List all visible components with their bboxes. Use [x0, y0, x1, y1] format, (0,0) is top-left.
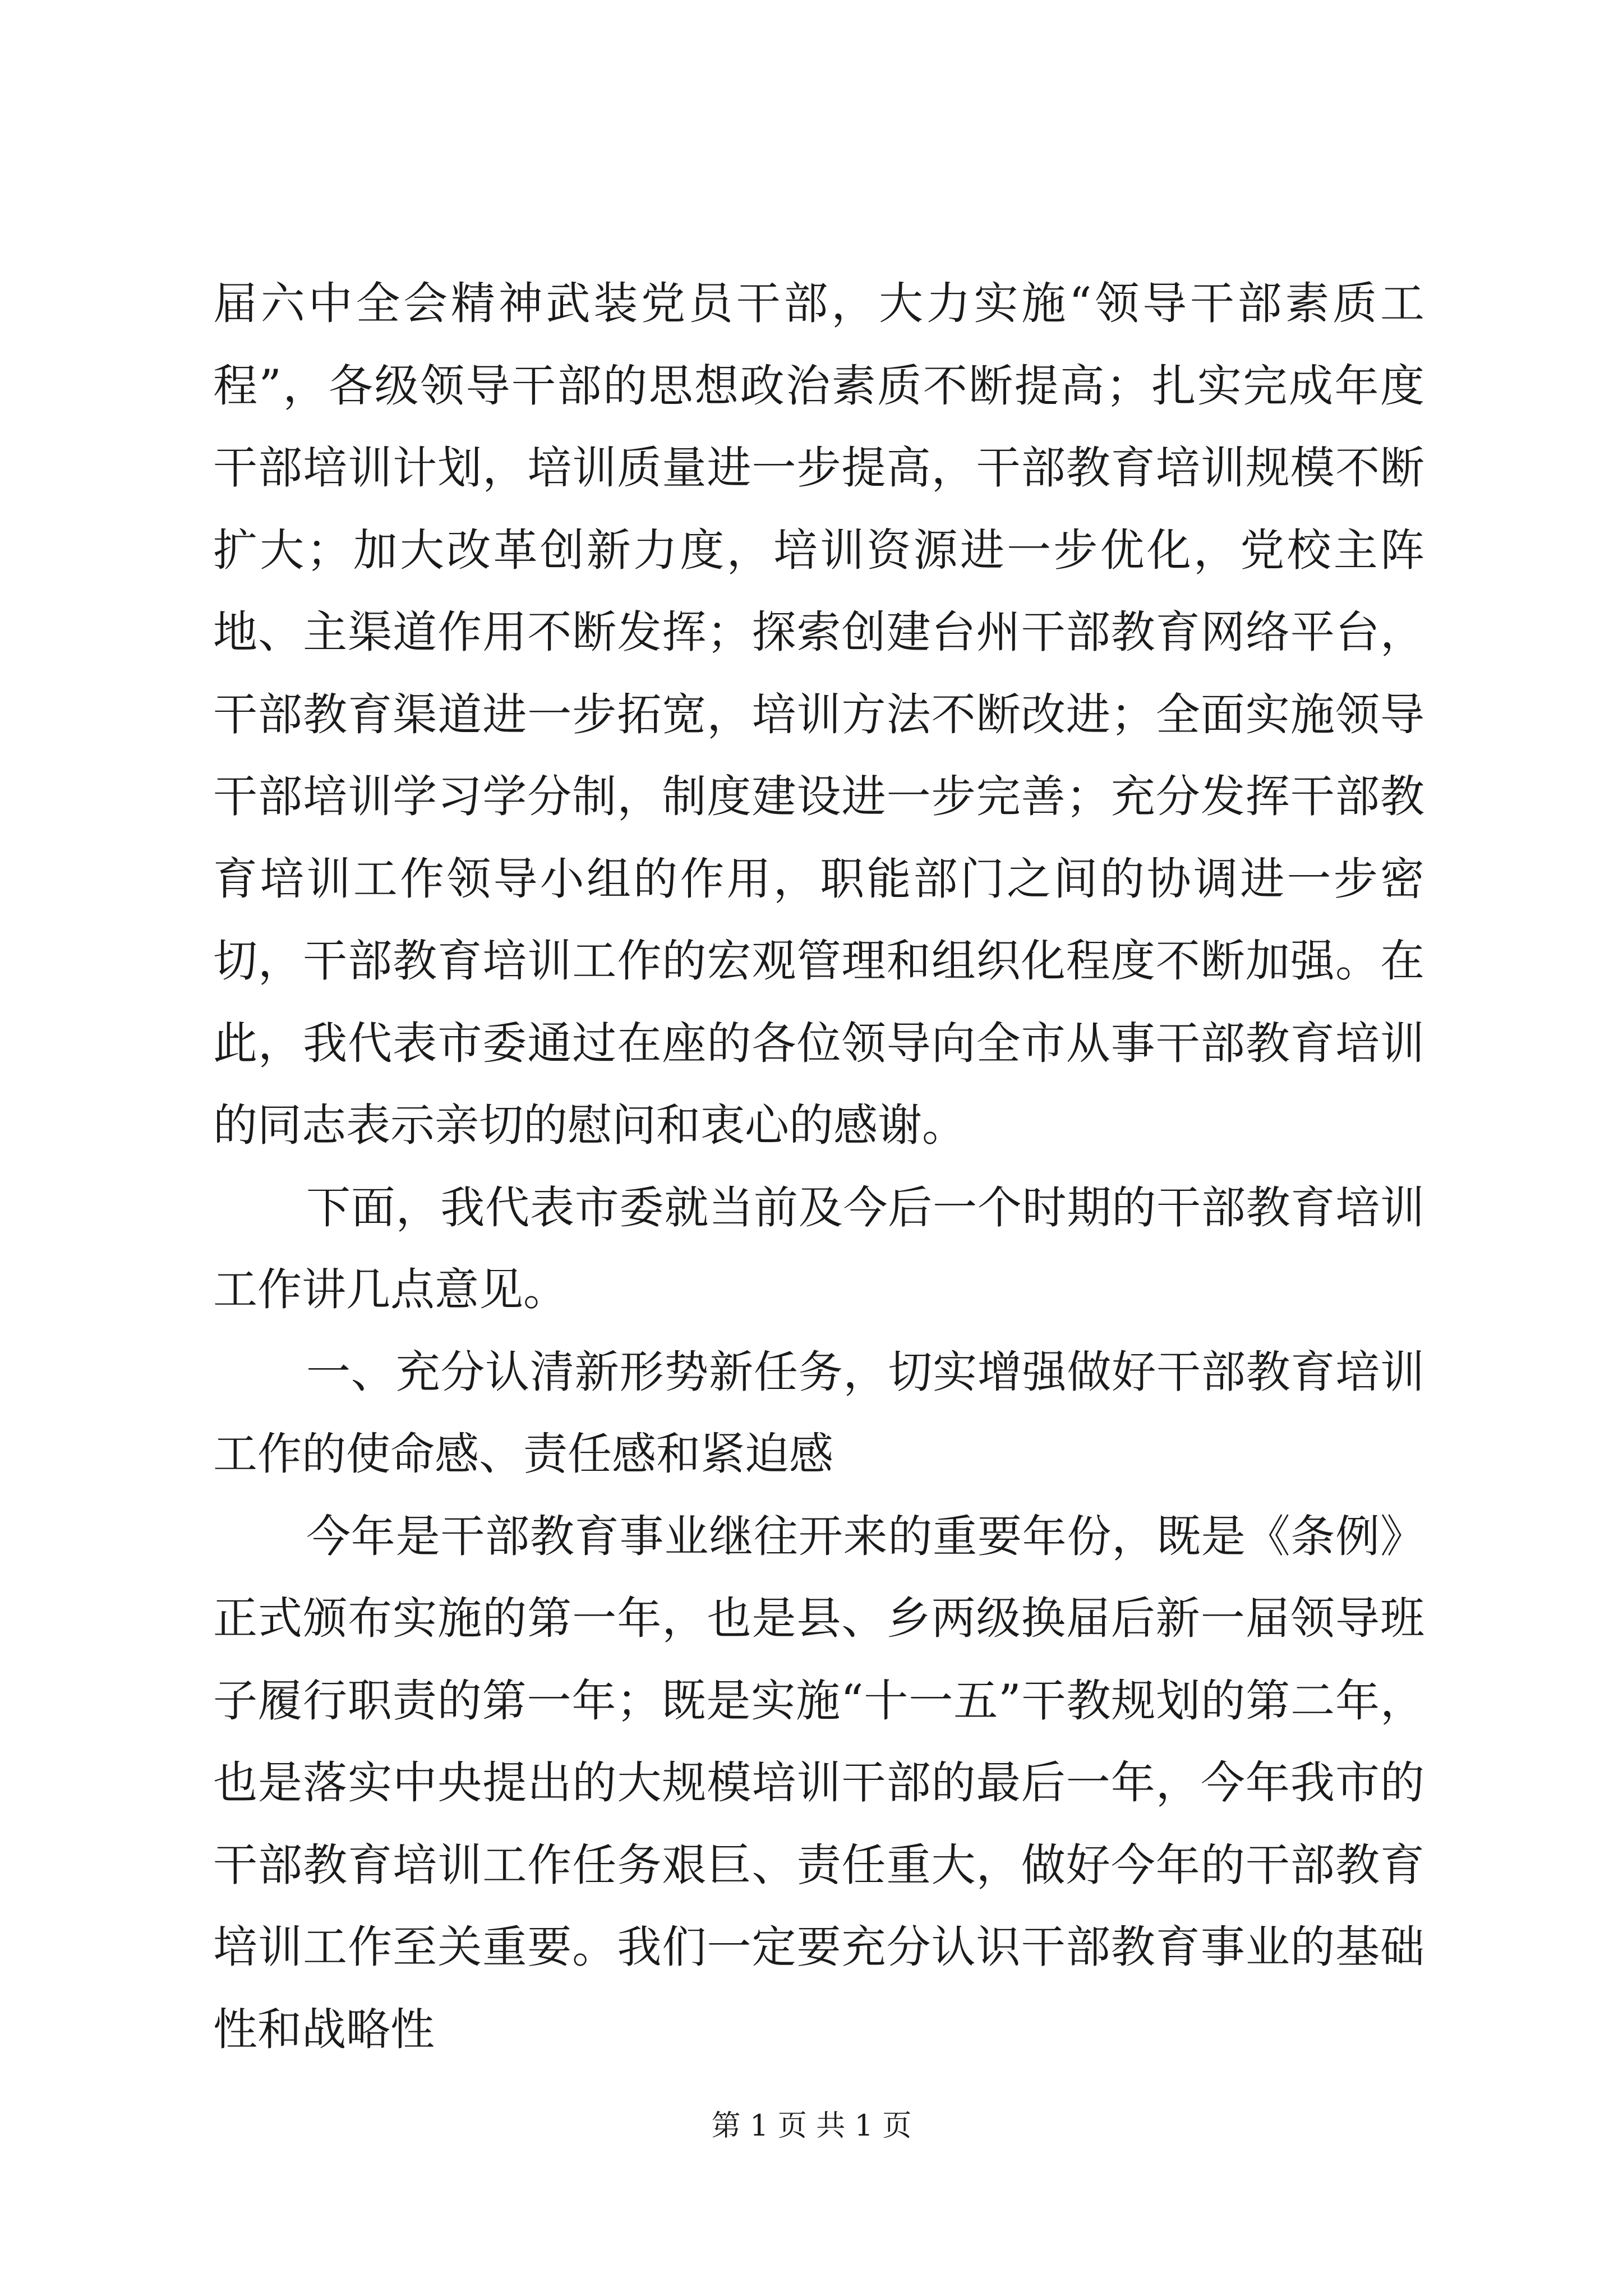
paragraph-3: 今年是干部教育事业继往开来的重要年份，既是《条例》正式颁布实施的第一年，也是县、乡两级换届后新一届领导班子履行职责的第一年；既是实施“十一五”干教规划的第二年，也是落实中央提出的大规模培训干部的最后一年，今年我市的干部教育培训工作任务艰巨、责任重大，做好今年的干部教育培训工作至关重要。我们一定要充分认识干部教育事业的基础性和战略性 — [213, 1510, 1424, 2055]
document-body — [213, 263, 1424, 2070]
paragraph-2: 下面，我代表市委就当前及今后一个时期的干部教育培训工作讲几点意见。 — [213, 1181, 1424, 1315]
paragraph-1: 届六中全会精神武装党员干部，大力实施“领导干部素质工程”，各级领导干部的思想政治素质不断提高；扎实完成年度干部培训计划，培训质量进一步提高，干部教育培训规模不断扩大；加大改革创新力度，培训资源进一步优化，党校主阵地、主渠道作用不断发挥；探索创建台州干部教育网络平台，干部教育渠道进一步拓宽，培训方法不断改进；全面实施领导干部培训学习学分制，制度建设进一步完善；充分发挥干部教育培训工作领导小组的作用，职能部门之间的协调进一步密切，干部教育培训工作的宏观管理和组织化程度不断加强。在此，我代表市委通过在座的各位领导向全市从事干部教育培训的同志表示亲切的慰问和衷心的感谢。 — [213, 278, 1424, 1151]
page-number-label: 第 1 页 共 1 页 — [711, 2109, 912, 2143]
page-footer — [0, 2106, 1623, 2146]
section-heading-1: 一、充分认清新形势新任务，切实增强做好干部教育培训工作的使命感、责任感和紧迫感 — [213, 1346, 1424, 1480]
